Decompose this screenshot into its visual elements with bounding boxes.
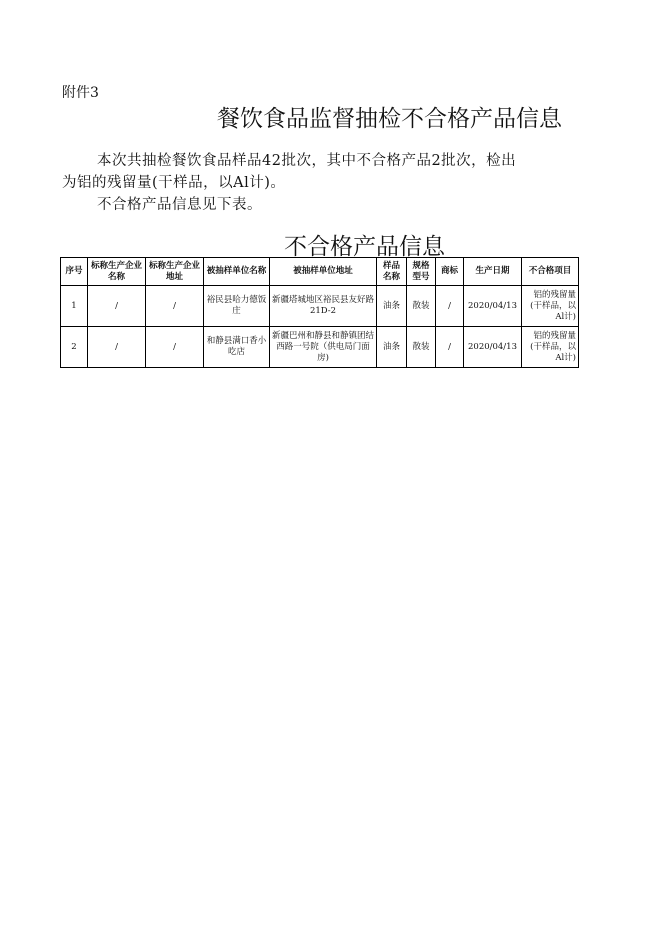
header-cell: 不合格项目 xyxy=(522,258,579,286)
table-row xyxy=(61,286,579,327)
header-cell: 序号 xyxy=(61,258,88,286)
table-title: 不合格产品信息 xyxy=(284,234,445,260)
table-cell: 新疆巴州和静县和静镇团结西路一号院（供电局门面房) xyxy=(270,327,377,368)
header-cell: 标称生产企业名称 xyxy=(88,258,146,286)
nonconforming-products-table xyxy=(60,257,579,368)
header-cell: 样品名称 xyxy=(377,258,407,286)
table-cell: 2 xyxy=(61,327,88,368)
header-cell: 规格型号 xyxy=(407,258,436,286)
table-cell: 散装 xyxy=(407,286,436,327)
table-cell: / xyxy=(88,327,146,368)
table-cell: 1 xyxy=(61,286,88,327)
table-row xyxy=(61,327,579,368)
table-cell: / xyxy=(436,286,464,327)
table-cell: / xyxy=(146,286,204,327)
table-cell: 油条 xyxy=(377,286,407,327)
table-cell: 铝的残留量(干样品，以Al计) xyxy=(522,327,579,368)
intro-line-1: 本次共抽检餐饮食品样品42批次，其中不合格产品2批次，检出 xyxy=(97,153,517,169)
table-cell: 2020/04/13 xyxy=(464,327,522,368)
table-cell: / xyxy=(436,327,464,368)
document-title: 餐饮食品监督抽检不合格产品信息 xyxy=(217,106,562,132)
header-cell: 商标 xyxy=(436,258,464,286)
header-cell: 被抽样单位地址 xyxy=(270,258,377,286)
table-cell: / xyxy=(146,327,204,368)
header-cell: 生产日期 xyxy=(464,258,522,286)
table-header-row xyxy=(61,258,579,286)
table-cell: / xyxy=(88,286,146,327)
table-cell: 铝的残留量(干样品，以Al计) xyxy=(522,286,579,327)
table-cell: 散装 xyxy=(407,327,436,368)
table-cell: 油条 xyxy=(377,327,407,368)
table-cell: 新疆塔城地区裕民县友好路21D-2 xyxy=(270,286,377,327)
header-cell: 被抽样单位名称 xyxy=(204,258,270,286)
table-cell: 裕民县哈力德饭庄 xyxy=(204,286,270,327)
intro-line-3: 不合格产品信息见下表。 xyxy=(97,197,262,213)
intro-line-2: 为铝的残留量(干样品，以Al计)。 xyxy=(62,175,286,191)
attachment-label: 附件3 xyxy=(62,85,99,101)
table-cell: 2020/04/13 xyxy=(464,286,522,327)
table-cell: 和静县满口香小吃店 xyxy=(204,327,270,368)
header-cell: 标称生产企业地址 xyxy=(146,258,204,286)
